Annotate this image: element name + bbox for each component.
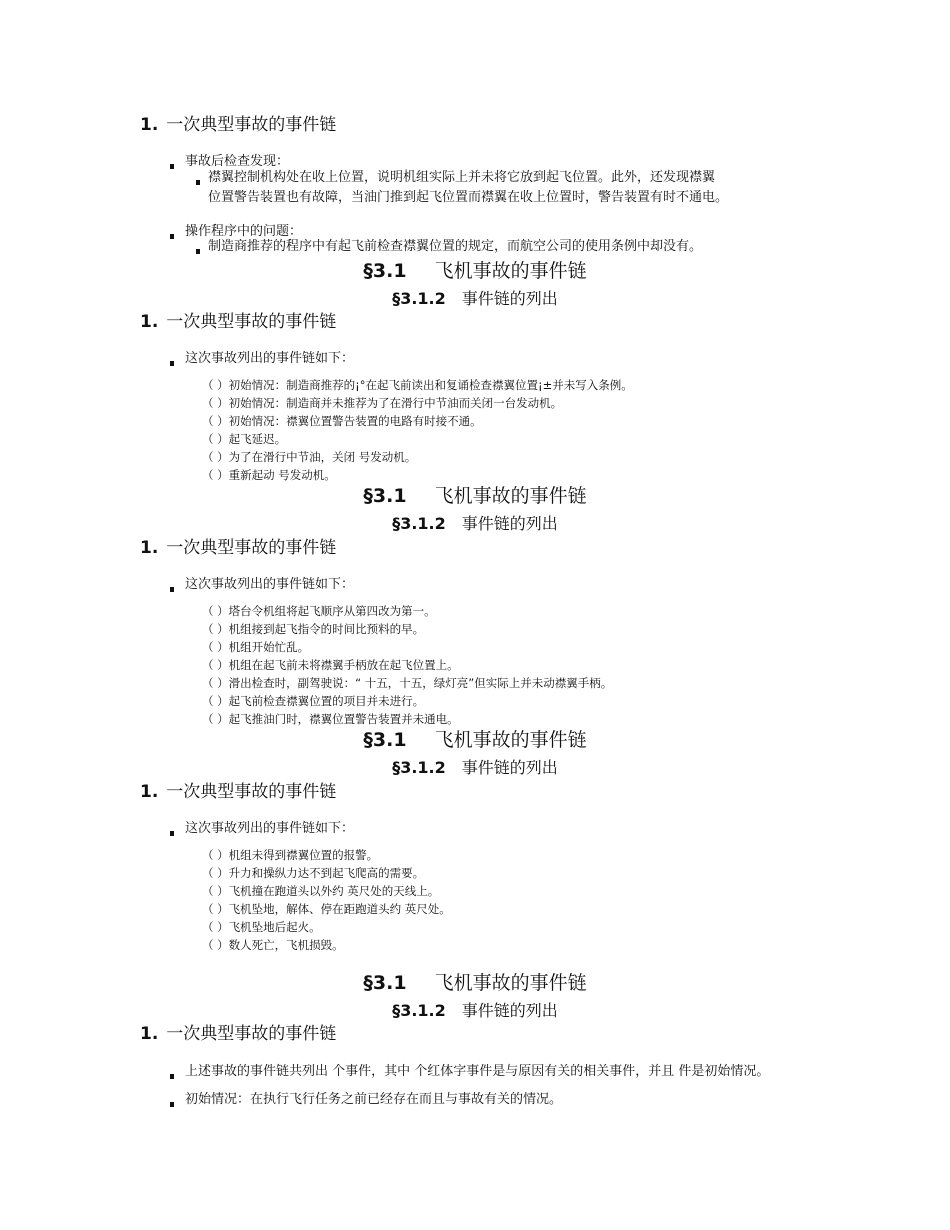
section-title: §3.1 飞机事故的事件链 — [363, 972, 587, 994]
list-item: （ ）塔台令机组将起飞顺序从第四改为第一。 — [202, 604, 436, 618]
heading-1 — [140, 110, 336, 135]
heading-number: 1. — [140, 115, 159, 135]
bullet-procedure: 操作程序中的问题： — [170, 220, 302, 239]
list-item: （ ）起飞推油门时，襟翼位置警告装置并未通电。 — [202, 712, 459, 726]
square-bullet-icon — [170, 831, 174, 836]
heading-4: 1. 一次典型事故的事件链 — [140, 782, 337, 802]
sub-bullet-findings: 襟翼控制机构处在收上位置，说明机组实际上并未将它放到起飞位置。此外，还发现襟翼 位置警告装置也有故障，当油门推到起飞位置而襟翼在收上位置时，警告装置有时不通电。 — [196, 168, 728, 208]
list-item: （ ）机组接到起飞指令的时间比预料的早。 — [202, 622, 425, 636]
square-bullet-icon — [170, 587, 174, 592]
section-title: §3.1 飞机事故的事件链 — [363, 485, 587, 507]
square-bullet-icon — [170, 361, 174, 366]
list-item: （ ）数人死亡，飞机损毁。 — [202, 938, 344, 952]
bullet-definition: 初始情况：在执行飞行任务之前已经存在而且与事故有关的情况。 — [170, 1088, 562, 1107]
square-bullet-icon — [196, 180, 200, 185]
bullet-summary: 上述事故的事件链共列出 个事件，其中 个红体字事件是与原因有关的相关事件，并且 件是初始情况。 — [170, 1060, 769, 1079]
subsection-title: §3.1.2 事件链的列出 — [392, 758, 558, 777]
heading-text: 一次典型事故的事件链 — [166, 115, 337, 135]
square-bullet-icon — [170, 164, 174, 169]
square-bullet-icon — [170, 1074, 174, 1079]
heading-5: 1. 一次典型事故的事件链 — [140, 1024, 337, 1044]
list-item: （ ）机组未得到襟翼位置的报警。 — [202, 848, 379, 862]
section-title: §3.1 飞机事故的事件链 — [363, 260, 587, 282]
list-item: （ ）机组在起飞前未将襟翼手柄放在起飞位置上。 — [202, 658, 459, 672]
list-item: （ ）升力和操纵力达不到起飞爬高的需要。 — [202, 866, 425, 880]
list-item: （ ）初始情况：制造商并未推荐为了在滑行中节油而关闭一台发动机。 — [202, 396, 563, 410]
list-item: （ ）重新起动 号发动机。 — [202, 468, 336, 482]
list-item: （ ）起飞前检查襟翼位置的项目并未进行。 — [202, 694, 425, 708]
list-item: （ ）滑出检查时，副驾驶说：“ 十五，十五，绿灯亮”但实际上并未动襟翼手柄。 — [202, 676, 613, 690]
bullet-event-chain-intro: 这次事故列出的事件链如下： — [170, 817, 354, 836]
square-bullet-icon — [170, 1102, 174, 1107]
list-item: （ ）初始情况：襟翼位置警告装置的电路有时接不通。 — [202, 414, 482, 428]
list-item: （ ）初始情况：制造商推荐的¡°在起飞前读出和复诵检查襟翼位置¡±并未写入条例。 — [202, 378, 633, 392]
heading-2: 1. 一次典型事故的事件链 — [140, 312, 337, 332]
list-item: （ ）飞机坠地，解体、停在距跑道头约 英尺处。 — [202, 902, 451, 916]
list-item: （ ）机组开始忙乱。 — [202, 640, 310, 654]
bullet-inspection: 事故后检查发现： — [170, 150, 289, 169]
square-bullet-icon — [196, 249, 200, 254]
list-item: （ ）起飞延迟。 — [202, 432, 287, 446]
section-title: §3.1 飞机事故的事件链 — [363, 729, 587, 751]
subsection-title: §3.1.2 事件链的列出 — [392, 289, 558, 308]
heading-3: 1. 一次典型事故的事件链 — [140, 538, 337, 558]
list-item: （ ）飞机坠地后起火。 — [202, 920, 321, 934]
subsection-title: §3.1.2 事件链的列出 — [392, 1001, 558, 1020]
bullet-event-chain-intro: 这次事故列出的事件链如下： — [170, 347, 354, 366]
list-item: （ ）飞机撞在跑道头以外约 英尺处的天线上。 — [202, 884, 440, 898]
subsection-title: §3.1.2 事件链的列出 — [392, 514, 558, 533]
sub-bullet-procedure: 制造商推荐的程序中有起飞前检查襟翼位置的规定，而航空公司的使用条例中却没有。 — [196, 237, 702, 257]
square-bullet-icon — [170, 234, 174, 239]
list-item: （ ）为了在滑行中节油，关闭 号发动机。 — [202, 450, 417, 464]
bullet-event-chain-intro: 这次事故列出的事件链如下： — [170, 573, 354, 592]
